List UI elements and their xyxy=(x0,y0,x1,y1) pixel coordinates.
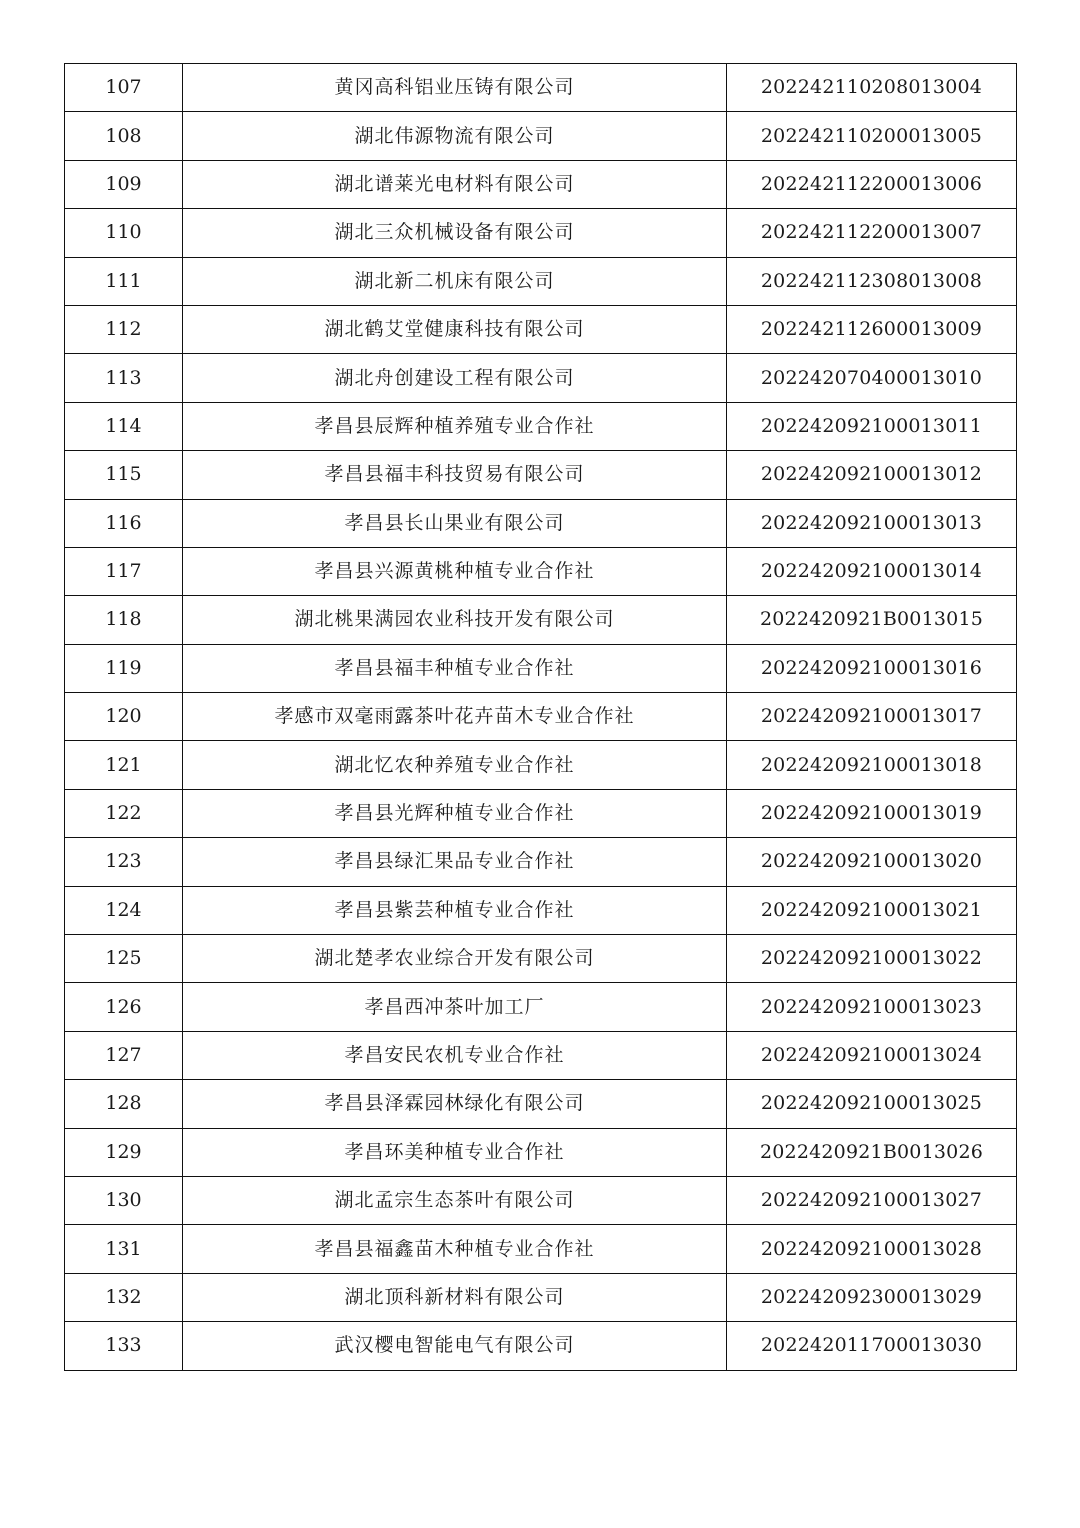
organization-name-cell: 黄冈高科铝业压铸有限公司 xyxy=(183,64,727,112)
row-number-cell: 131 xyxy=(65,1225,183,1273)
organization-name-cell: 孝昌县泽霖园林绿化有限公司 xyxy=(183,1080,727,1128)
table-row xyxy=(65,1273,1017,1321)
row-number-cell: 130 xyxy=(65,1176,183,1224)
organization-name-cell: 湖北忆农种养殖专业合作社 xyxy=(183,741,727,789)
organization-name-cell: 湖北新二机床有限公司 xyxy=(183,257,727,305)
table-row xyxy=(65,838,1017,886)
table-row xyxy=(65,547,1017,595)
table-row xyxy=(65,935,1017,983)
organization-name-cell: 孝昌县辰辉种植养殖专业合作社 xyxy=(183,402,727,450)
organization-name-cell: 湖北伟源物流有限公司 xyxy=(183,112,727,160)
row-number-cell: 114 xyxy=(65,402,183,450)
organization-name-cell: 孝昌县长山果业有限公司 xyxy=(183,499,727,547)
table-row xyxy=(65,983,1017,1031)
row-number-cell: 109 xyxy=(65,160,183,208)
table-row xyxy=(65,1031,1017,1079)
row-number-cell: 110 xyxy=(65,209,183,257)
registration-code-cell: 202242110200013005 xyxy=(727,112,1017,160)
row-number-cell: 107 xyxy=(65,64,183,112)
table-row xyxy=(65,1176,1017,1224)
registry-table xyxy=(64,63,1017,1371)
registration-code-cell: 202242092100013014 xyxy=(727,547,1017,595)
registration-code-cell: 202242110208013004 xyxy=(727,64,1017,112)
table-row xyxy=(65,257,1017,305)
organization-name-cell: 孝昌西冲茶叶加工厂 xyxy=(183,983,727,1031)
registration-code-cell: 2022420921B0013026 xyxy=(727,1128,1017,1176)
registration-code-cell: 202242112600013009 xyxy=(727,305,1017,353)
registration-code-cell: 202242011700013030 xyxy=(727,1322,1017,1370)
row-number-cell: 133 xyxy=(65,1322,183,1370)
organization-name-cell: 孝昌县兴源黄桃种植专业合作社 xyxy=(183,547,727,595)
table-row xyxy=(65,741,1017,789)
table-row xyxy=(65,209,1017,257)
organization-name-cell: 湖北楚孝农业综合开发有限公司 xyxy=(183,935,727,983)
organization-name-cell: 孝昌安民农机专业合作社 xyxy=(183,1031,727,1079)
registration-code-cell: 202242092300013029 xyxy=(727,1273,1017,1321)
organization-name-cell: 孝昌县光辉种植专业合作社 xyxy=(183,789,727,837)
organization-name-cell: 孝昌环美种植专业合作社 xyxy=(183,1128,727,1176)
table-row xyxy=(65,160,1017,208)
organization-name-cell: 湖北谱莱光电材料有限公司 xyxy=(183,160,727,208)
organization-name-cell: 孝昌县绿汇果品专业合作社 xyxy=(183,838,727,886)
registration-code-cell: 202242092100013023 xyxy=(727,983,1017,1031)
registration-code-cell: 202242092100013028 xyxy=(727,1225,1017,1273)
registration-code-cell: 202242092100013013 xyxy=(727,499,1017,547)
table-row xyxy=(65,789,1017,837)
row-number-cell: 123 xyxy=(65,838,183,886)
table-row xyxy=(65,596,1017,644)
registration-code-cell: 202242092100013016 xyxy=(727,644,1017,692)
table-row xyxy=(65,1225,1017,1273)
organization-name-cell: 湖北顶科新材料有限公司 xyxy=(183,1273,727,1321)
table-row xyxy=(65,451,1017,499)
registration-code-cell: 202242112308013008 xyxy=(727,257,1017,305)
organization-name-cell: 湖北舟创建设工程有限公司 xyxy=(183,354,727,402)
row-number-cell: 122 xyxy=(65,789,183,837)
row-number-cell: 113 xyxy=(65,354,183,402)
registration-code-cell: 202242112200013007 xyxy=(727,209,1017,257)
row-number-cell: 118 xyxy=(65,596,183,644)
row-number-cell: 111 xyxy=(65,257,183,305)
registration-code-cell: 202242092100013019 xyxy=(727,789,1017,837)
table-row xyxy=(65,402,1017,450)
table-row xyxy=(65,693,1017,741)
row-number-cell: 116 xyxy=(65,499,183,547)
row-number-cell: 117 xyxy=(65,547,183,595)
organization-name-cell: 孝昌县福鑫苗木种植专业合作社 xyxy=(183,1225,727,1273)
registration-code-cell: 202242092100013018 xyxy=(727,741,1017,789)
registry-table-body xyxy=(65,64,1017,1371)
registration-code-cell: 202242092100013020 xyxy=(727,838,1017,886)
row-number-cell: 129 xyxy=(65,1128,183,1176)
registration-code-cell: 202242092100013027 xyxy=(727,1176,1017,1224)
table-row xyxy=(65,644,1017,692)
table-row xyxy=(65,499,1017,547)
registration-code-cell: 202242070400013010 xyxy=(727,354,1017,402)
table-row xyxy=(65,886,1017,934)
row-number-cell: 125 xyxy=(65,935,183,983)
row-number-cell: 124 xyxy=(65,886,183,934)
table-row xyxy=(65,1080,1017,1128)
row-number-cell: 120 xyxy=(65,693,183,741)
registration-code-cell: 202242092100013021 xyxy=(727,886,1017,934)
registration-code-cell: 202242112200013006 xyxy=(727,160,1017,208)
organization-name-cell: 孝昌县福丰科技贸易有限公司 xyxy=(183,451,727,499)
table-row xyxy=(65,112,1017,160)
row-number-cell: 132 xyxy=(65,1273,183,1321)
row-number-cell: 128 xyxy=(65,1080,183,1128)
row-number-cell: 121 xyxy=(65,741,183,789)
organization-name-cell: 武汉樱电智能电气有限公司 xyxy=(183,1322,727,1370)
organization-name-cell: 湖北鹤艾堂健康科技有限公司 xyxy=(183,305,727,353)
table-row xyxy=(65,1128,1017,1176)
row-number-cell: 127 xyxy=(65,1031,183,1079)
registration-code-cell: 202242092100013017 xyxy=(727,693,1017,741)
organization-name-cell: 湖北桃果满园农业科技开发有限公司 xyxy=(183,596,727,644)
table-row xyxy=(65,305,1017,353)
table-row xyxy=(65,64,1017,112)
organization-name-cell: 湖北孟宗生态茶叶有限公司 xyxy=(183,1176,727,1224)
table-row xyxy=(65,354,1017,402)
table-row xyxy=(65,1322,1017,1370)
row-number-cell: 119 xyxy=(65,644,183,692)
registration-code-cell: 202242092100013022 xyxy=(727,935,1017,983)
organization-name-cell: 孝感市双毫雨露茶叶花卉苗木专业合作社 xyxy=(183,693,727,741)
organization-name-cell: 孝昌县紫芸种植专业合作社 xyxy=(183,886,727,934)
registration-code-cell: 202242092100013024 xyxy=(727,1031,1017,1079)
organization-name-cell: 湖北三众机械设备有限公司 xyxy=(183,209,727,257)
row-number-cell: 108 xyxy=(65,112,183,160)
row-number-cell: 115 xyxy=(65,451,183,499)
organization-name-cell: 孝昌县福丰种植专业合作社 xyxy=(183,644,727,692)
registration-code-cell: 202242092100013011 xyxy=(727,402,1017,450)
registration-code-cell: 202242092100013025 xyxy=(727,1080,1017,1128)
row-number-cell: 126 xyxy=(65,983,183,1031)
row-number-cell: 112 xyxy=(65,305,183,353)
registration-code-cell: 2022420921B0013015 xyxy=(727,596,1017,644)
registration-code-cell: 202242092100013012 xyxy=(727,451,1017,499)
